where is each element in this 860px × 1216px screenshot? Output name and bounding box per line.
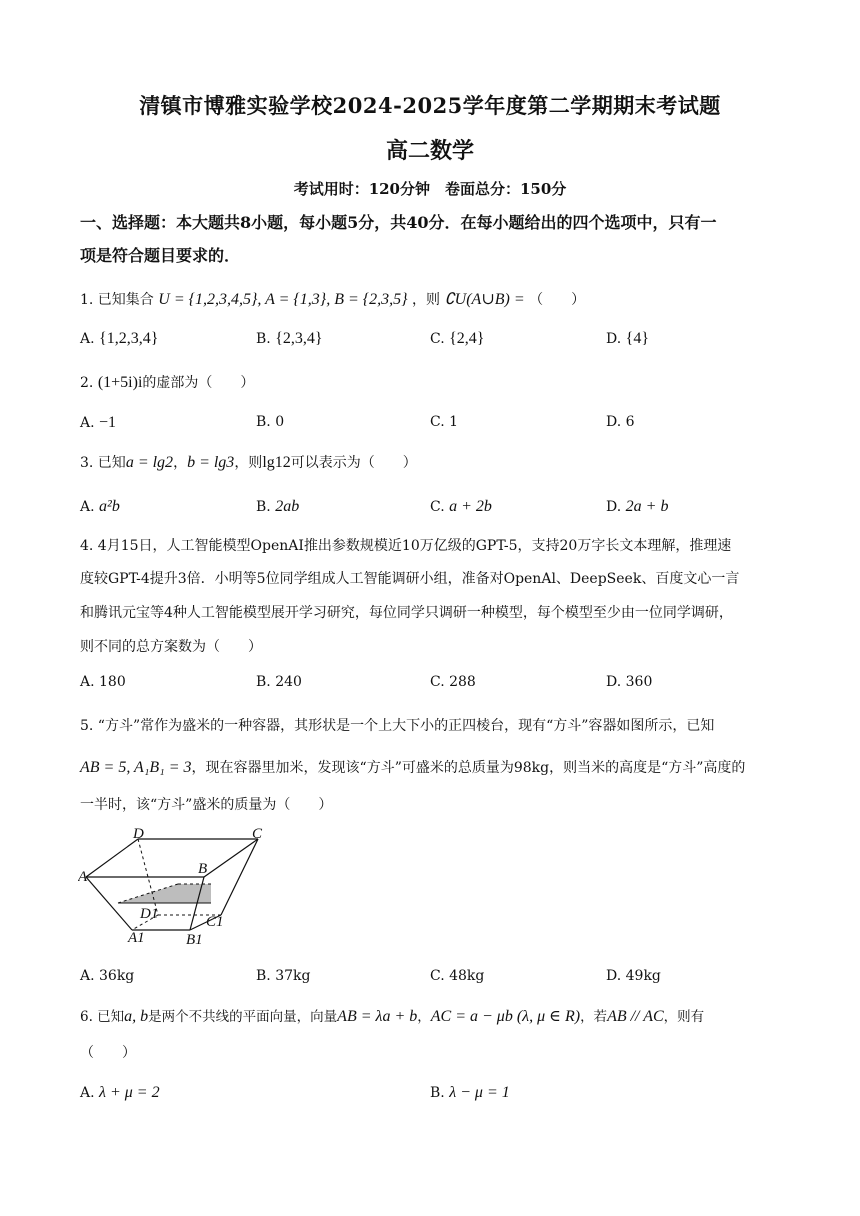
q6-eq-ab: AB = λa + b [337, 1008, 418, 1025]
q6-option-a[interactable]: A. λ + μ = 2 [80, 1084, 160, 1101]
q5-option-b[interactable]: B. 37kg [256, 968, 311, 984]
q4-option-b[interactable]: B. 240 [256, 674, 302, 690]
q1-option-d[interactable]: D. {4} [606, 330, 649, 347]
q2-math: (1+5i)i [97, 374, 143, 391]
section-heading-2: 项是符合题目要求的． [80, 246, 241, 265]
q5-option-d[interactable]: D. 49kg [606, 968, 661, 984]
label-c1: C1 [206, 914, 224, 930]
question-5-line-2: AB = 5, A₁B₁ = 3，现在容器里加米，发现该“方斗”可盛米的总质量为98kg，则当米的高度是“方斗”高度的 [80, 759, 746, 776]
q5-math: AB = 5, A₁B₁ = 3 [80, 759, 192, 776]
question-4-line-2: 度较GPT-4提升3倍．小明等5位同学组成人工智能调研小组，准备对OpenAl、DeepSeek、百度文心一言 [80, 571, 740, 587]
label-d1: D1 [140, 906, 159, 922]
q5-option-c[interactable]: C. 48kg [430, 968, 485, 984]
q4-option-d[interactable]: D. 360 [606, 674, 653, 690]
q6-eq-ac: AC = a − μb (λ, μ ∈ R) [430, 1008, 581, 1025]
q4-option-c[interactable]: C. 288 [430, 674, 476, 690]
q5-option-a[interactable]: A. 36kg [80, 968, 135, 984]
q1-prefix: 1. 已知集合 [80, 292, 154, 308]
q1-options [80, 330, 785, 354]
question-4-line-1: 4. 4月15日，人工智能模型OpenAI推出参数规模近10万亿级的GPT-5，支持20万字长文本理解，推理速 [80, 538, 732, 554]
q2-option-c[interactable]: C. 1 [430, 414, 459, 430]
question-4-line-3: 和腾讯元宝等4种人工智能模型展开学习研究，每位同学只调研一种模型，每个模型至少由一位同学调研， [80, 605, 733, 621]
q3-math-a: a = lg2 [125, 454, 174, 471]
q2-option-a[interactable]: A. −1 [80, 414, 117, 431]
q2-option-b[interactable]: B. 0 [256, 414, 285, 430]
question-1 [80, 283, 785, 317]
label-a: A [78, 869, 88, 885]
section-heading-1: 一、选择题：本大题共8小题，每小题5分，共40分．在每小题给出的四个选项中，只有一 [80, 213, 717, 232]
q4-option-a[interactable]: A. 180 [80, 674, 126, 690]
q3-option-c[interactable]: C. a + 2b [430, 498, 492, 515]
q1-option-b[interactable]: B. {2,3,4} [256, 330, 323, 347]
q2-options [80, 414, 785, 438]
question-4-line-4: 则不同的总方案数为（ ） [80, 639, 262, 655]
frustum-figure [78, 826, 268, 952]
q2-stem: 的虚部为（ ） [142, 375, 255, 391]
q6-parallel: AB // AC [607, 1008, 664, 1025]
label-b: B [198, 861, 208, 877]
q6-paren: （ ） [80, 1045, 136, 1061]
q3-options [80, 498, 785, 522]
subject-title: 高二数学 [385, 138, 474, 164]
q4-options [80, 674, 785, 698]
q3-math-b: b = lg3 [187, 454, 235, 471]
q1-math-sets: U = {1,2,3,4,5}, A = {1,3}, B = {2,3,5} [158, 291, 408, 308]
q3-option-b[interactable]: B. 2ab [256, 498, 300, 515]
q3-math-c: lg12 [262, 454, 291, 471]
question-5-line-1: 5. “方斗”常作为盛米的一种容器，其形状是一个上大下小的正四棱台，现有“方斗”容器如图所示，已知 [80, 718, 715, 734]
q5-options [80, 968, 785, 992]
question-3: 3. 已知a = lg2，b = lg3，则lg12可以表示为（ ） [80, 454, 417, 471]
q1-option-c[interactable]: C. {2,4} [430, 330, 485, 347]
q1-option-a[interactable]: A. {1,2,3,4} [80, 330, 159, 347]
q1-paren: （ ） [529, 292, 586, 308]
question-5-line-3: 一半时，该“方斗”盛米的质量为（ ） [80, 797, 333, 813]
exam-title: 清镇市博雅实验学校2024-2025学年度第二学期期末考试题 [139, 93, 721, 118]
label-c: C [252, 826, 263, 842]
q3-option-a[interactable]: A. a²b [80, 498, 120, 515]
q3-option-d[interactable]: D. 2a + b [606, 498, 669, 515]
q1-math-complement: ∁U(A∪B) = [444, 291, 525, 308]
label-a1: A1 [128, 930, 145, 946]
q2-option-d[interactable]: D. 6 [606, 414, 635, 430]
q6-options [80, 1084, 785, 1108]
question-2: 2. (1+5i)i的虚部为（ ） [80, 374, 255, 391]
question-6: 6. 已知a, b是两个不共线的平面向量，向量AB = λa + b，AC = a − μb (λ, μ ∈ R)，若AB // AC，则有 [80, 1008, 705, 1025]
exam-info: 考试用时：120分钟 卷面总分：150分 [293, 180, 567, 198]
q6-option-b[interactable]: B. λ − μ = 1 [430, 1084, 510, 1101]
q6-vectors: a, b [124, 1008, 149, 1025]
label-b1: B1 [186, 932, 203, 948]
label-d: D [133, 826, 144, 842]
q1-mid: ，则 [412, 292, 441, 308]
